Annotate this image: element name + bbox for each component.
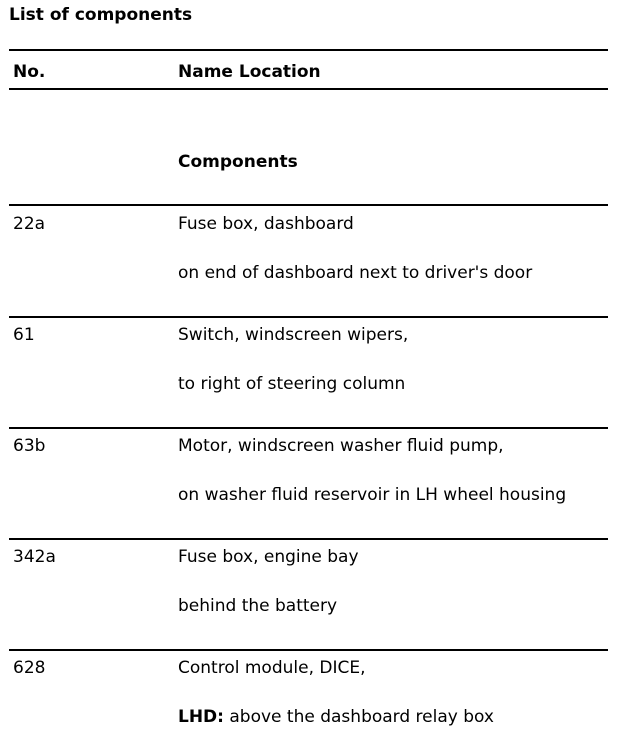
location-prefix: LHD: — [178, 707, 224, 727]
page-title: List of components — [9, 5, 193, 25]
header-bottom-rule — [9, 88, 608, 90]
component-name: Fuse box, dashboard — [178, 214, 354, 234]
row-number: 61 — [13, 325, 35, 345]
row-divider — [9, 649, 608, 651]
row-divider — [9, 204, 608, 206]
header-name-location: Name Location — [178, 62, 321, 82]
component-name: Control module, DICE, — [178, 658, 366, 678]
row-divider — [9, 427, 608, 429]
row-divider — [9, 316, 608, 318]
component-location: behind the battery — [178, 596, 338, 616]
component-name: Fuse box, engine bay — [178, 547, 359, 567]
row-number: 63b — [13, 436, 46, 456]
component-location — [178, 707, 494, 727]
component-location: to right of steering column — [178, 374, 406, 394]
table-top-rule — [9, 49, 608, 51]
component-location: on end of dashboard next to driver's door — [178, 263, 533, 283]
location-text: above the dashboard relay box — [223, 707, 494, 727]
row-divider — [9, 538, 608, 540]
section-label-components: Components — [178, 152, 298, 172]
row-number: 342a — [13, 547, 56, 567]
component-name: Switch, windscreen wipers, — [178, 325, 409, 345]
header-no: No. — [13, 62, 46, 82]
component-location: on washer fluid reservoir in LH wheel housing — [178, 485, 567, 505]
row-number: 628 — [13, 658, 46, 678]
row-number: 22a — [13, 214, 46, 234]
component-name: Motor, windscreen washer fluid pump, — [178, 436, 504, 456]
